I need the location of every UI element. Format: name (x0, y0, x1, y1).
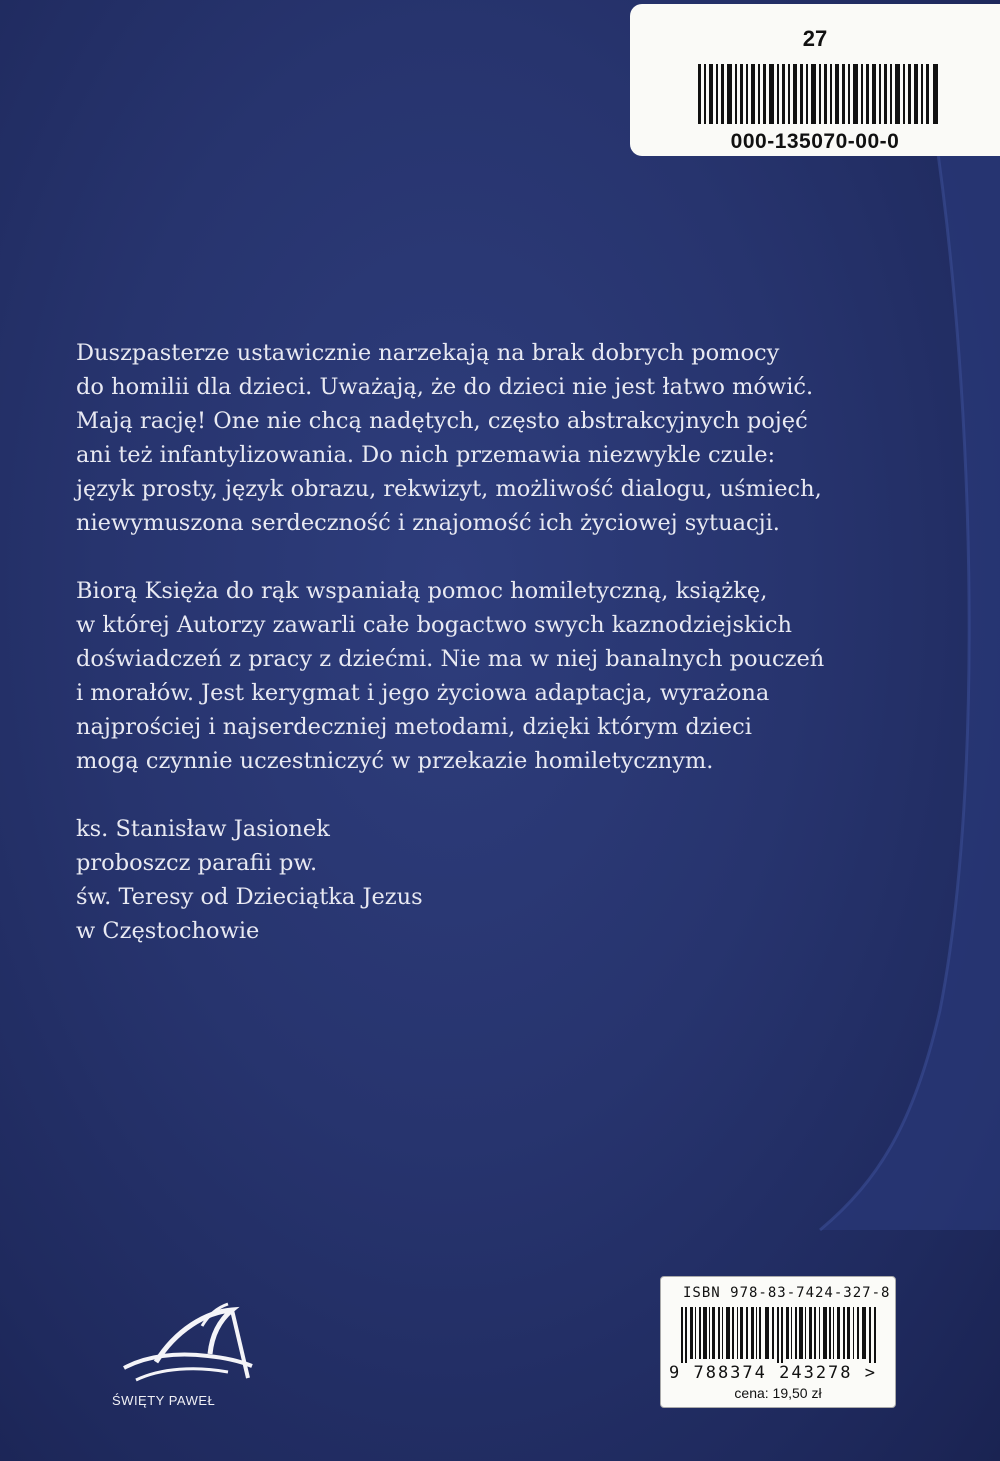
signature-line: proboszcz parafii pw. (76, 850, 318, 876)
text-line: Mają rację! One nie chcą nadętych, często abstrakcyjnych pojęć (76, 408, 808, 434)
text-line: język prosty, język obrazu, rekwizyt, możliwość dialogu, uśmiech, (76, 476, 822, 502)
text-line: do homilii dla dzieci. Uważają, że do dzieci nie jest łatwo mówić. (76, 374, 814, 400)
paragraph-2 (76, 574, 876, 778)
text-line: niewymuszona serdeczność i znajomość ich życiowej sytuacji. (76, 510, 780, 536)
text-line: i morałów. Jest kerygmat i jego życiowa adaptacja, wyrażona (76, 680, 770, 706)
blurb-text (76, 336, 876, 948)
sticker-code: 000-135070-00-0 (730, 130, 900, 153)
text-line: ani też infantylizowania. Do nich przemawia niezwykle czule: (76, 442, 776, 468)
sticker-number: 27 (802, 26, 828, 51)
signature-line: św. Teresy od Dzieciątka Jezus (76, 884, 423, 910)
text-line: Biorą Księża do rąk wspaniałą pomoc homiletyczną, książkę, (76, 578, 768, 604)
signature (76, 812, 876, 948)
price: cena: 19,50 zł (734, 1385, 822, 1401)
text-line: najprościej i najserdeczniej metodami, dzięki którym dzieci (76, 714, 752, 740)
publisher-name: ŚWIĘTY PAWEŁ (112, 1393, 216, 1408)
text-line: mogą czynnie uczestniczyć w przekazie homiletycznym. (76, 748, 714, 774)
paragraph-1 (76, 336, 876, 540)
signature-line: ks. Stanisław Jasionek (76, 816, 330, 842)
isbn-number: ISBN 978-83-7424-327-8 (683, 1285, 891, 1301)
isbn-sticker (660, 1276, 896, 1408)
text-line: doświadczeń z pracy z dziećmi. Nie ma w niej banalnych pouczeń (76, 646, 825, 672)
barcode-top (698, 64, 938, 124)
barcode-sticker-top (630, 4, 1000, 156)
isbn-barcode (681, 1307, 879, 1363)
ean-digits: 9 788374 243278 > (669, 1363, 877, 1383)
text-line: Duszpasterze ustawicznie narzekają na brak dobrych pomocy (76, 340, 780, 366)
signature-line: w Częstochowie (76, 918, 260, 944)
text-line: w której Autorzy zawarli całe bogactwo swych kaznodziejskich (76, 612, 792, 638)
